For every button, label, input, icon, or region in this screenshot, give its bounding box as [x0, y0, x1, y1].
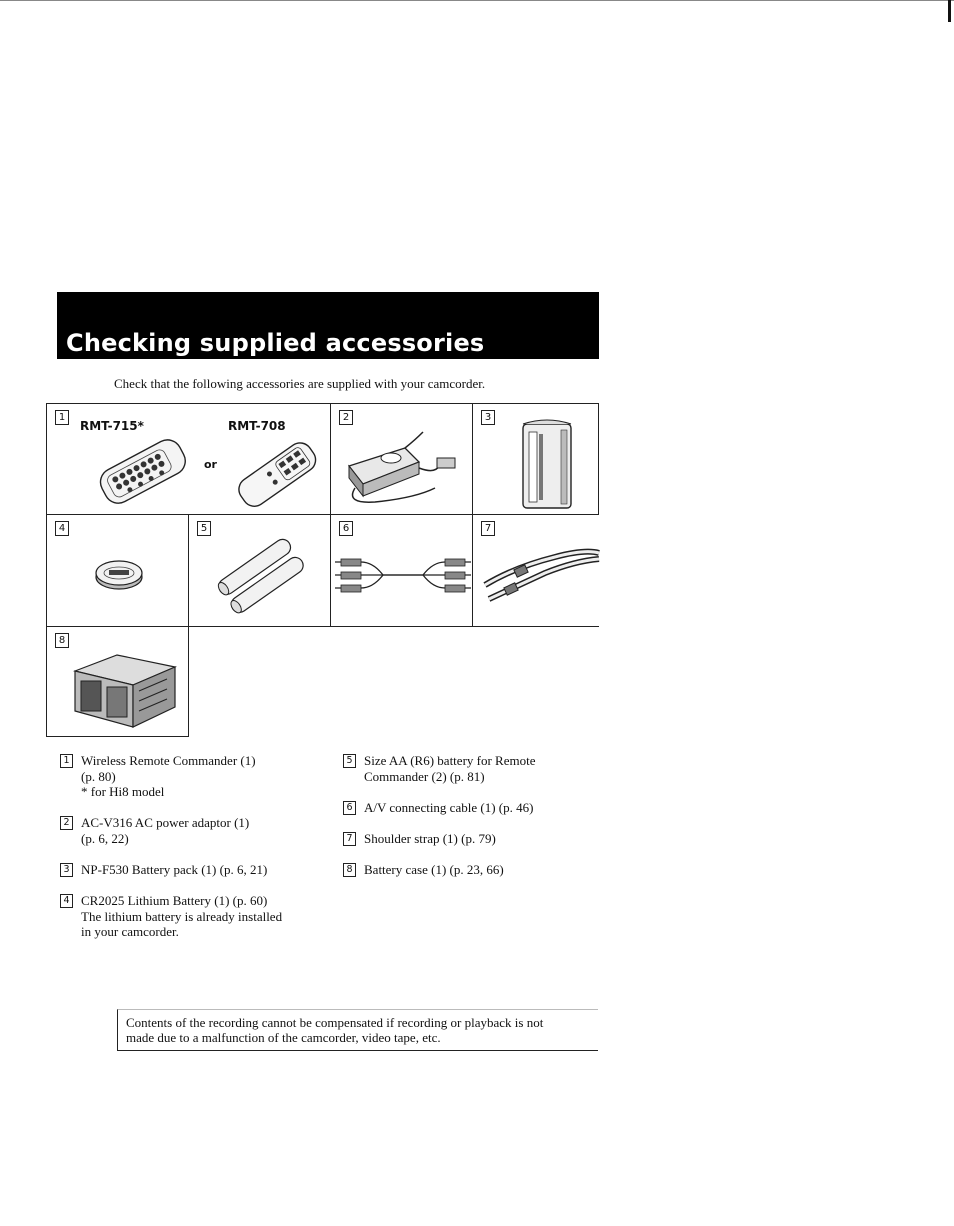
notice-line: made due to a malfunction of the camcorder, video tape, etc. [126, 1030, 441, 1045]
figure-badge: 4 [55, 521, 69, 536]
av-cable-icon [333, 553, 473, 613]
figure-cell-strap [472, 514, 599, 627]
item-number: 5 [343, 754, 356, 768]
item-line: * for Hi8 model [81, 784, 165, 799]
item-line: Wireless Remote Commander (1) [81, 753, 256, 768]
item-line: Battery case (1) (p. 23, 66) [364, 862, 504, 877]
model-label-a: RMT-715* [80, 419, 144, 433]
notice-line: Contents of the recording cannot be compensated if recording or playback is not [126, 1015, 544, 1030]
figure-badge: 6 [339, 521, 353, 536]
figure-cell-aa-batteries [188, 514, 331, 627]
battery-case-icon [67, 641, 182, 731]
item-line: Commander (2) (p. 81) [364, 768, 485, 784]
figure-badge: 5 [197, 521, 211, 536]
figure-cell-adaptor [330, 403, 473, 515]
item-line: Shoulder strap (1) (p. 79) [364, 831, 496, 846]
figure-cell-remote [46, 403, 331, 515]
ac-adaptor-icon [335, 426, 470, 511]
remote-commander-icon [87, 422, 197, 512]
item-number: 8 [343, 863, 356, 877]
accessories-figure [46, 403, 599, 737]
intro-text: Check that the following accessories are supplied with your camcorder. [114, 376, 486, 391]
shoulder-strap-icon [475, 537, 600, 617]
figure-cell-battery-pack [472, 403, 599, 515]
figure-cell-av-cable [330, 514, 473, 627]
remote-commander-icon [222, 426, 332, 516]
item-line: (p. 6, 22) [81, 830, 129, 846]
item-number: 1 [60, 754, 73, 768]
item-number: 7 [343, 832, 356, 846]
coin-battery-icon [89, 555, 149, 595]
item-line: AC-V316 AC power adaptor (1) [81, 815, 250, 830]
figure-badge: 3 [481, 410, 495, 425]
item-line: A/V connecting cable (1) (p. 46) [364, 800, 534, 815]
figure-cell-lithium [46, 514, 189, 627]
item-line: (p. 80) [81, 768, 116, 784]
notice-box [117, 1009, 598, 1051]
aa-battery-icon [209, 535, 319, 615]
item-line: NP-F530 Battery pack (1) (p. 6, 21) [81, 862, 268, 877]
item-line: Size AA (R6) battery for Remote [364, 753, 536, 768]
figure-badge: 7 [481, 521, 495, 536]
battery-pack-icon [513, 414, 583, 514]
figure-badge: 2 [339, 410, 353, 425]
item-number: 2 [60, 816, 73, 830]
item-line: The lithium battery is already installed [81, 908, 283, 924]
or-label: or [204, 458, 217, 471]
top-rule [0, 0, 954, 1]
page-title: Checking supplied accessories [66, 329, 485, 357]
figure-badge: 1 [55, 410, 69, 425]
item-number: 3 [60, 863, 73, 877]
item-number: 4 [60, 894, 73, 908]
figure-badge: 8 [55, 633, 69, 648]
item-number: 6 [343, 801, 356, 815]
item-line: in your camcorder. [81, 924, 179, 939]
edge-mark [948, 0, 951, 22]
section-header [57, 292, 599, 359]
item-line: CR2025 Lithium Battery (1) (p. 60) [81, 893, 268, 908]
model-label-b: RMT-708 [228, 419, 286, 433]
figure-cell-battery-case [46, 626, 189, 737]
